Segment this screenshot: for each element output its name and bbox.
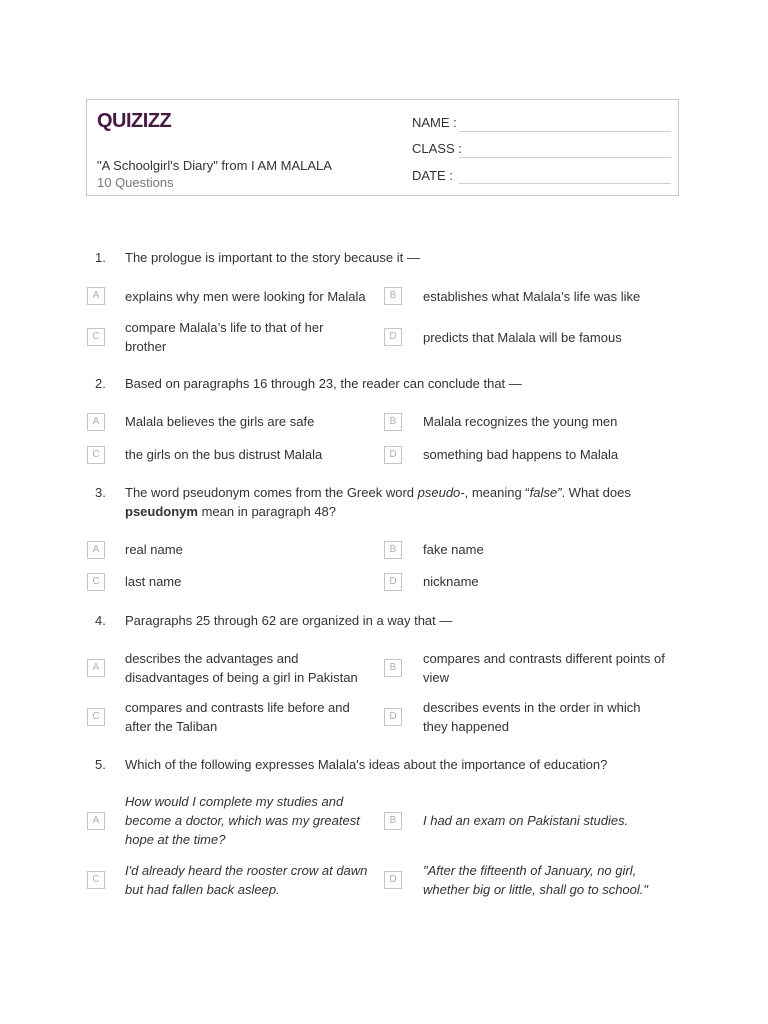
quiz-title: "A Schoolgirl's Diary" from I AM MALALA bbox=[97, 158, 332, 173]
choice-letter-d: D bbox=[384, 871, 402, 889]
choice-text: predicts that Malala will be famous bbox=[423, 330, 622, 345]
choice-text: describes events in the order in which they happened bbox=[423, 700, 641, 734]
question-text: The prologue is important to the story because it — bbox=[125, 250, 420, 265]
choice-text: nickname bbox=[423, 574, 479, 589]
choice-letter-d: D bbox=[384, 573, 402, 591]
choice-letter-c: C bbox=[87, 708, 105, 726]
choice-text: establishes what Malala’s life was like bbox=[423, 289, 641, 304]
choice-text: the girls on the bus distrust Malala bbox=[125, 447, 323, 462]
choice-letter-b: B bbox=[384, 812, 402, 830]
choice-letter-a: A bbox=[87, 287, 105, 305]
choice-letter-a: A bbox=[87, 541, 105, 559]
question-number: 1. bbox=[95, 250, 106, 265]
choice-text: Malala believes the girls are safe bbox=[125, 414, 315, 429]
question-text: Which of the following expresses Malala's ideas about the importance of education? bbox=[125, 757, 608, 772]
question-number: 3. bbox=[95, 485, 106, 500]
choice-text: last name bbox=[125, 574, 182, 589]
choice-letter-d: D bbox=[384, 708, 402, 726]
choice-letter-c: C bbox=[87, 871, 105, 889]
choice-text: something bad happens to Malala bbox=[423, 447, 619, 462]
question-text: Based on paragraphs 16 through 23, the reader can conclude that — bbox=[125, 376, 522, 391]
choice-letter-b: B bbox=[384, 413, 402, 431]
choice-text: real name bbox=[125, 542, 183, 557]
choice-text: compares and contrasts life before and after the Taliban bbox=[125, 700, 350, 734]
choice-letter-c: C bbox=[87, 573, 105, 591]
choice-text: fake name bbox=[423, 542, 484, 557]
name-label: NAME : bbox=[412, 115, 457, 130]
choice-letter-d: D bbox=[384, 446, 402, 464]
quizizz-logo bbox=[97, 108, 177, 132]
choice-text: I'd already heard the rooster crow at dawn but had fallen back asleep. bbox=[125, 863, 368, 897]
choice-letter-b: B bbox=[384, 659, 402, 677]
name-line bbox=[459, 131, 671, 132]
question-number: 4. bbox=[95, 613, 106, 628]
choice-text: compares and contrasts different points of view bbox=[423, 651, 665, 685]
choice-text: "After the fifteenth of January, no girl, whether big or little, shall go to school." bbox=[423, 863, 649, 897]
choice-text: explains why men were looking for Malala bbox=[125, 289, 366, 304]
class-label: CLASS : bbox=[412, 141, 462, 156]
choice-letter-a: A bbox=[87, 413, 105, 431]
choice-letter-d: D bbox=[384, 328, 402, 346]
choice-letter-c: C bbox=[87, 328, 105, 346]
choice-letter-a: A bbox=[87, 812, 105, 830]
date-line bbox=[459, 183, 671, 184]
worksheet-header bbox=[86, 99, 679, 196]
choice-text: compare Malala’s life to that of her brother bbox=[125, 320, 324, 354]
choice-text: How would I complete my studies and become a doctor, which was my greatest hope at the time? bbox=[125, 794, 360, 847]
svg-text:QUIZIZZ: QUIZIZZ bbox=[97, 110, 172, 132]
choice-letter-c: C bbox=[87, 446, 105, 464]
class-line bbox=[459, 157, 671, 158]
question-number: 5. bbox=[95, 757, 106, 772]
date-label: DATE : bbox=[412, 168, 453, 183]
choice-text: describes the advantages and disadvantages of being a girl in Pakistan bbox=[125, 651, 358, 685]
choice-letter-a: A bbox=[87, 659, 105, 677]
question-number: 2. bbox=[95, 376, 106, 391]
question-text: Paragraphs 25 through 62 are organized in a way that — bbox=[125, 613, 453, 628]
choice-letter-b: B bbox=[384, 287, 402, 305]
choice-text: I had an exam on Pakistani studies. bbox=[423, 813, 629, 828]
choice-text: Malala recognizes the young men bbox=[423, 414, 618, 429]
question-text: The word pseudonym comes from the Greek word pseudo-, meaning “false”. What does pseudonym mean in paragraph 48? bbox=[125, 485, 631, 519]
question-count: 10 Questions bbox=[97, 175, 174, 190]
choice-letter-b: B bbox=[384, 541, 402, 559]
